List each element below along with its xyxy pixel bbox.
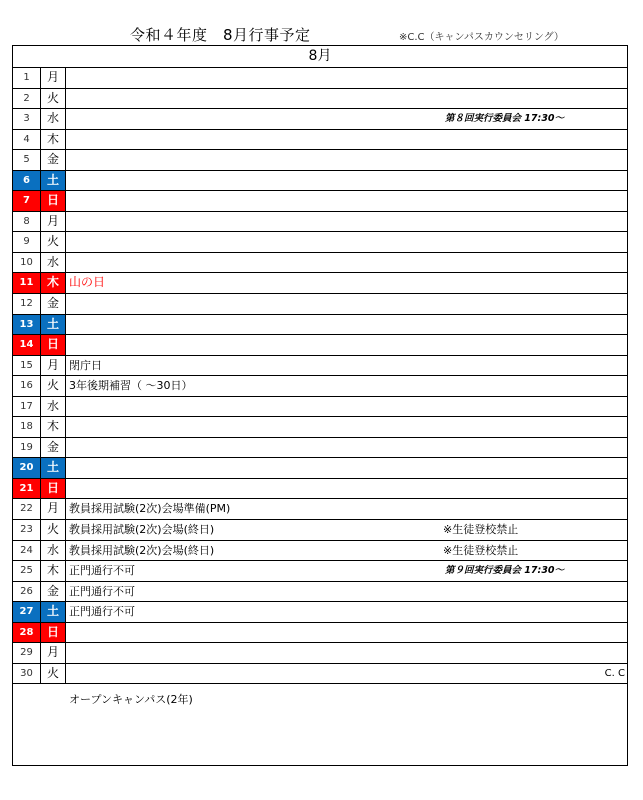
day-number: 27 (13, 602, 41, 622)
weekday: 水 (41, 541, 66, 561)
page-title: 令和４年度 8月行事予定 (130, 26, 311, 44)
day-number: 20 (13, 458, 41, 478)
weekday: 木 (41, 561, 66, 581)
side-note: 第８回実行委員会 17:30～ (445, 113, 565, 125)
day-row (13, 68, 627, 89)
day-row (13, 109, 627, 130)
side-note: ※生徒登校禁止 (443, 523, 519, 537)
event-text: 閉庁日 (69, 358, 102, 372)
weekday: 火 (41, 89, 66, 109)
day-number: 16 (13, 376, 41, 396)
side-note: ※生徒登校禁止 (443, 543, 519, 557)
weekday: 日 (41, 623, 66, 643)
day-row (13, 520, 627, 541)
day-number: 11 (13, 273, 41, 293)
day-row (13, 397, 627, 418)
day-number: 10 (13, 253, 41, 273)
weekday: 月 (41, 643, 66, 663)
weekday: 木 (41, 273, 66, 293)
weekday: 金 (41, 438, 66, 458)
day-number: 26 (13, 582, 41, 602)
day-row (13, 664, 627, 685)
month-header: 8月 (13, 46, 627, 68)
weekday: 火 (41, 664, 66, 684)
day-number: 9 (13, 232, 41, 252)
event-text: 3年後期補習（ ～30日） (69, 379, 193, 393)
day-row (13, 89, 627, 110)
day-row (13, 232, 627, 253)
day-row (13, 582, 627, 603)
day-row (13, 150, 627, 171)
event-text: 正門通行不可 (69, 584, 135, 598)
weekday: 水 (41, 109, 66, 129)
day-number: 24 (13, 541, 41, 561)
day-row (13, 335, 627, 356)
weekday: 木 (41, 417, 66, 437)
weekday: 日 (41, 335, 66, 355)
weekday: 土 (41, 315, 66, 335)
day-number: 5 (13, 150, 41, 170)
day-number: 28 (13, 623, 41, 643)
day-number: 14 (13, 335, 41, 355)
event-text: 正門通行不可 (69, 605, 135, 619)
day-row (13, 130, 627, 151)
weekday: 土 (41, 602, 66, 622)
day-row (13, 438, 627, 459)
day-row (13, 171, 627, 192)
day-row (13, 315, 627, 336)
day-number: 8 (13, 212, 41, 232)
day-number: 18 (13, 417, 41, 437)
event-text: 教員採用試験(2次)会場(終日) (69, 523, 215, 537)
day-row (13, 417, 627, 438)
day-row (13, 479, 627, 500)
day-row (13, 499, 627, 520)
day-number: 15 (13, 356, 41, 376)
weekday: 日 (41, 479, 66, 499)
weekday: 水 (41, 253, 66, 273)
cc-note: ※C.C（キャンパスカウンセリング） (399, 32, 564, 43)
weekday: 月 (41, 356, 66, 376)
schedule-sheet (12, 45, 628, 766)
day-row (13, 561, 627, 582)
day-number: 23 (13, 520, 41, 540)
day-row (13, 458, 627, 479)
day-row (13, 191, 627, 212)
day-row (13, 376, 627, 397)
side-note: 第９回実行委員会 17:30～ (445, 565, 565, 577)
weekday: 火 (41, 376, 66, 396)
day-row (13, 294, 627, 315)
day-number: 29 (13, 643, 41, 663)
day-number: 21 (13, 479, 41, 499)
weekday: 木 (41, 130, 66, 150)
day-number: 13 (13, 315, 41, 335)
day-row (13, 643, 627, 664)
day-number: 3 (13, 109, 41, 129)
day-row (13, 602, 627, 623)
day-number: 22 (13, 499, 41, 519)
event-text: 教員採用試験(2次)会場(終日) (69, 543, 215, 557)
cc-mark: C. C (604, 667, 625, 679)
day-number: 4 (13, 130, 41, 150)
memo-text: オープンキャンパス(2年) (69, 693, 193, 706)
day-number: 19 (13, 438, 41, 458)
day-row (13, 356, 627, 377)
weekday: 水 (41, 397, 66, 417)
weekday: 土 (41, 458, 66, 478)
day-row (13, 253, 627, 274)
day-row (13, 623, 627, 644)
day-number: 12 (13, 294, 41, 314)
day-number: 25 (13, 561, 41, 581)
day-number: 17 (13, 397, 41, 417)
day-rows (13, 68, 627, 684)
day-row (13, 273, 627, 294)
day-number: 30 (13, 664, 41, 684)
weekday: 金 (41, 582, 66, 602)
weekday: 土 (41, 171, 66, 191)
event-text: 正門通行不可 (69, 564, 135, 578)
day-number: 2 (13, 89, 41, 109)
day-number: 7 (13, 191, 41, 211)
event-text: 山の日 (69, 275, 106, 290)
weekday: 月 (41, 212, 66, 232)
weekday: 月 (41, 499, 66, 519)
weekday: 金 (41, 294, 66, 314)
day-number: 1 (13, 68, 41, 88)
weekday: 月 (41, 68, 66, 88)
event-text: 教員採用試験(2次)会場準備(PM) (69, 502, 231, 516)
weekday: 日 (41, 191, 66, 211)
weekday: 金 (41, 150, 66, 170)
day-row (13, 541, 627, 562)
weekday: 火 (41, 232, 66, 252)
day-number: 6 (13, 171, 41, 191)
day-row (13, 212, 627, 233)
weekday: 火 (41, 520, 66, 540)
